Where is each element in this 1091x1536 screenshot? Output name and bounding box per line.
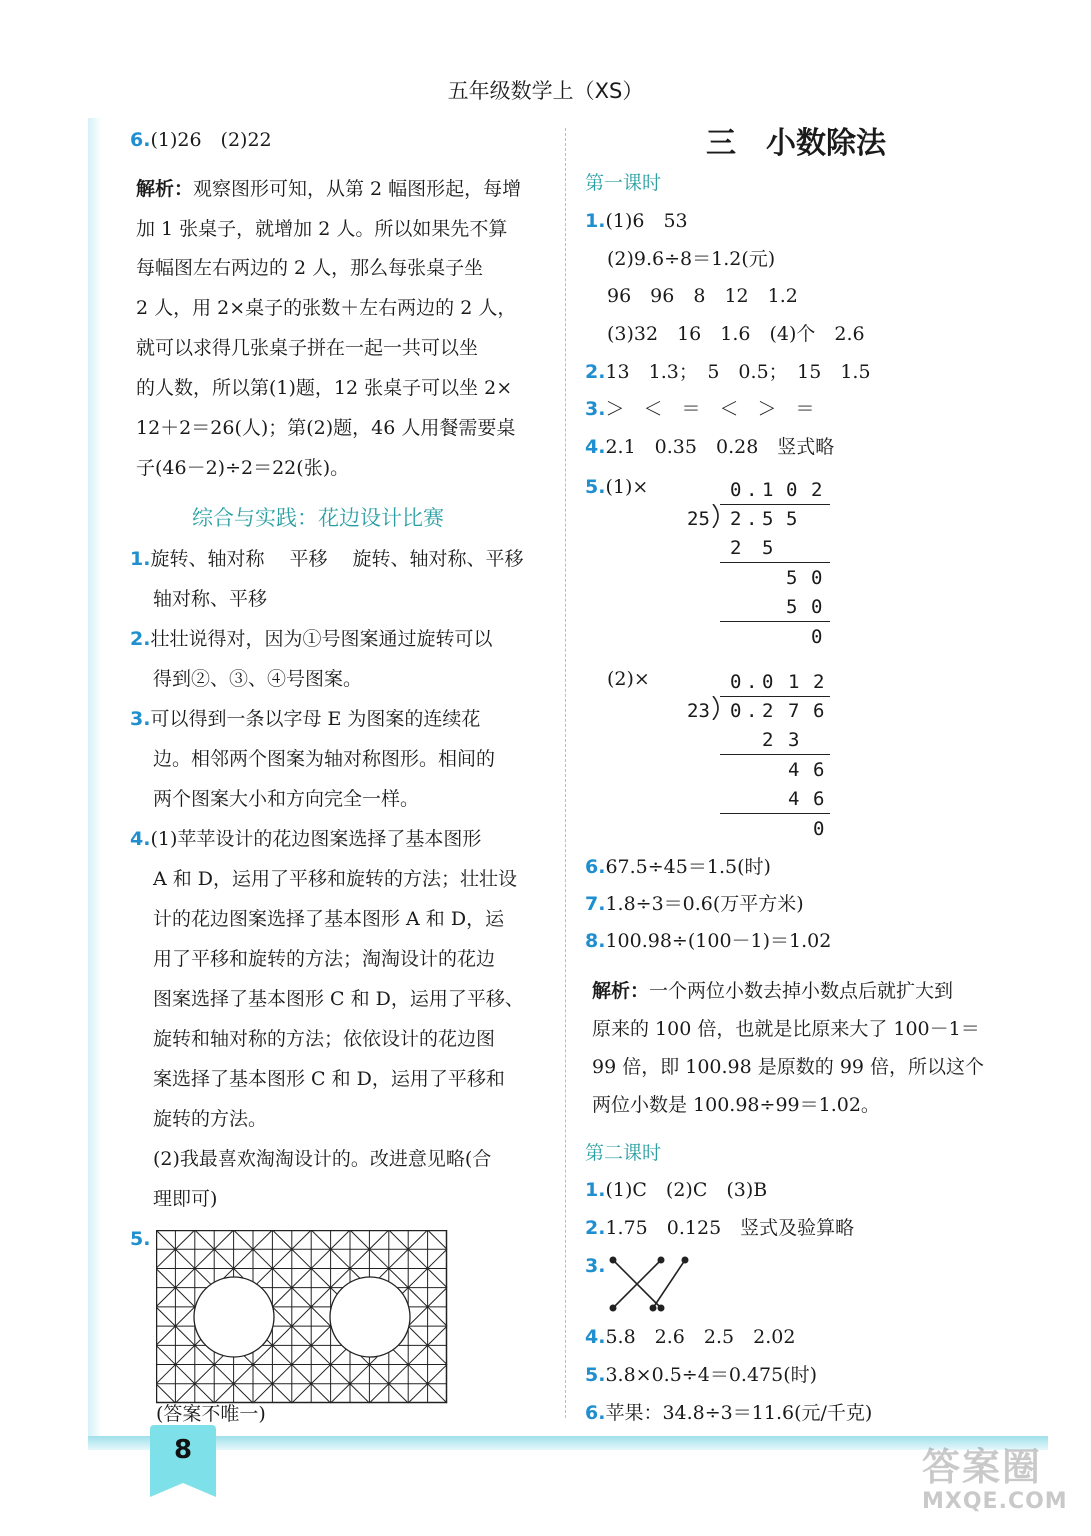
right-circle bbox=[330, 1277, 410, 1357]
item-line: 理即可) bbox=[153, 1188, 218, 1210]
quotient-digit: 0 bbox=[730, 479, 742, 501]
dividend-digit: 2 bbox=[762, 700, 774, 722]
item-number: 2. bbox=[130, 628, 151, 650]
item-number: 4. bbox=[585, 436, 606, 458]
chapter-title: 三 小数除法 bbox=[706, 126, 886, 161]
left-analysis-line: 观察图形可知，从第 2 幅图形起，每增 bbox=[193, 178, 522, 200]
left-analysis-line: 子(46－2)÷2＝22(张)。 bbox=[136, 457, 350, 479]
step-digit: 5 bbox=[762, 537, 774, 559]
item-line: 边。相邻两个图案为轴对称图形。相间的 bbox=[153, 748, 496, 770]
dividend-digit: . bbox=[746, 700, 758, 722]
divisor: 25 bbox=[687, 508, 710, 530]
item-number: 1. bbox=[130, 548, 151, 570]
dividend-digit: . bbox=[746, 508, 758, 530]
left-analysis-line: 加 1 张桌子，就增加 2 人。所以如果先不算 bbox=[136, 218, 508, 240]
item-line: 旋转和轴对称的方法；依依设计的花边图 bbox=[153, 1028, 496, 1050]
item-number: 1. bbox=[585, 1179, 606, 1201]
item-number: 8. bbox=[585, 930, 606, 952]
r3-answer: ＞ ＜ ＝ ＜ ＞ ＝ bbox=[605, 398, 815, 420]
left-q6-number: 6. bbox=[130, 129, 151, 151]
left-q6-answer: (1)26 (2)22 bbox=[150, 129, 272, 151]
dividend-digit: 6 bbox=[813, 700, 825, 722]
divisor: 23 bbox=[687, 700, 710, 722]
item-number: 1. bbox=[585, 210, 606, 232]
watermark-line-2: MXQE.COM bbox=[922, 1489, 1068, 1514]
left-analysis-label: 解析： bbox=[136, 178, 194, 200]
item-line: (1)苹苹设计的花边图案选择了基本图形 bbox=[150, 828, 482, 850]
item-line: 旋转、轴对称 平移 旋转、轴对称、平移 bbox=[150, 548, 524, 570]
s2-answer: 1.75 0.125 竖式及验算略 bbox=[605, 1217, 855, 1239]
lace-pattern-grid bbox=[156, 1230, 448, 1404]
s5-answer: 3.8×0.5÷4＝0.475(时) bbox=[605, 1364, 818, 1386]
item-number: 3. bbox=[130, 708, 151, 730]
dividend-digit: 5 bbox=[762, 508, 774, 530]
step-digit: 2 bbox=[730, 537, 742, 559]
section-title: 综合与实践：花边设计比赛 bbox=[192, 506, 444, 530]
item-line: 两个图案大小和方向完全一样。 bbox=[153, 788, 420, 810]
r1-line: (3)32 16 1.6 (4)个 2.6 bbox=[607, 323, 865, 345]
dividend-digit: 2 bbox=[730, 508, 742, 530]
r7-answer: 1.8÷3＝0.6(万平方米) bbox=[605, 893, 804, 915]
quotient-digit: 1 bbox=[762, 479, 774, 501]
long-division-1 bbox=[680, 475, 840, 655]
step-digit: 4 bbox=[788, 788, 800, 810]
r5b-label: (2)× bbox=[607, 668, 650, 690]
item-number: 4. bbox=[585, 1326, 606, 1348]
left-analysis-line: 每幅图左右两边的 2 人，那么每张桌子坐 bbox=[136, 257, 484, 279]
column-divider bbox=[565, 128, 566, 1418]
left-analysis-line: 的人数，所以第(1)题，12 张桌子可以坐 2× bbox=[136, 377, 513, 399]
watermark-logo bbox=[922, 1445, 1082, 1531]
step-digit: 3 bbox=[788, 729, 800, 751]
quotient-digit: 1 bbox=[788, 671, 800, 693]
matching-lines-figure bbox=[605, 1252, 695, 1316]
dividend-digit: 0 bbox=[730, 700, 742, 722]
dividend-digit: 5 bbox=[786, 508, 798, 530]
left-item-5 bbox=[130, 1230, 150, 1249]
left-analysis-line: 2 人，用 2×桌子的张数＋左右两边的 2 人， bbox=[136, 297, 517, 319]
left-margin-bar bbox=[88, 118, 102, 1438]
left-circle bbox=[194, 1277, 274, 1357]
left-analysis-line: 就可以求得几张桌子拼在一起一共可以坐 bbox=[136, 337, 479, 359]
item-line: 得到②、③、④号图案。 bbox=[153, 668, 363, 690]
item-line: 图案选择了基本图形 C 和 D，运用了平移、 bbox=[153, 988, 524, 1010]
remainder: 0 bbox=[813, 818, 825, 840]
page-header: 五年级数学上（XS） bbox=[447, 79, 644, 103]
item-number: 6. bbox=[585, 1402, 606, 1424]
item-line: 旋转的方法。 bbox=[153, 1108, 268, 1130]
right-analysis-line: 99 倍，即 100.98 是原数的 99 倍，所以这个 bbox=[592, 1056, 985, 1078]
item-number: 7. bbox=[585, 893, 606, 915]
q5-note: (答案不唯一) bbox=[156, 1403, 266, 1425]
s1-answer: (1)C (2)C (3)B bbox=[605, 1179, 768, 1201]
right-analysis-line: 一个两位小数去掉小数点后就扩大到 bbox=[649, 980, 954, 1002]
dividend-digit: 7 bbox=[788, 700, 800, 722]
item-number: 5. bbox=[585, 1364, 606, 1386]
s6-answer: 苹果：34.8÷3＝11.6(元/千克) bbox=[605, 1402, 873, 1424]
r1-line: (2)9.6÷8＝1.2(元) bbox=[607, 248, 776, 270]
remainder: 0 bbox=[811, 626, 823, 648]
item-number: 2. bbox=[585, 361, 606, 383]
lesson-2-heading: 第二课时 bbox=[585, 1142, 662, 1164]
step-digit: 0 bbox=[811, 596, 823, 618]
long-division-2 bbox=[680, 667, 840, 847]
quotient-digit: 2 bbox=[813, 671, 825, 693]
left-analysis-line: 12＋2＝26(人)；第(2)题，46 人用餐需要桌 bbox=[136, 417, 516, 439]
step-digit: 5 bbox=[786, 567, 798, 589]
bottom-band bbox=[88, 1436, 1048, 1450]
r8-answer: 100.98÷(100－1)＝1.02 bbox=[605, 930, 832, 952]
r1-line: 96 96 8 12 1.2 bbox=[607, 285, 798, 307]
quotient-digit: . bbox=[746, 671, 758, 693]
step-digit: 5 bbox=[786, 596, 798, 618]
quotient-digit: 2 bbox=[811, 479, 823, 501]
item-number: 3. bbox=[585, 398, 606, 420]
right-analysis-line: 原来的 100 倍，也就是比原来大了 100－1＝ bbox=[592, 1018, 980, 1040]
quotient-digit: 0 bbox=[730, 671, 742, 693]
item-number: 2. bbox=[585, 1217, 606, 1239]
item-number: 3. bbox=[585, 1255, 606, 1277]
item-number: 5. bbox=[130, 1228, 151, 1250]
quotient-digit: . bbox=[746, 479, 758, 501]
item-number: 4. bbox=[130, 828, 151, 850]
left-q6 bbox=[130, 131, 272, 150]
r2-answer: 13 1.3； 5 0.5； 15 1.5 bbox=[605, 361, 871, 383]
item-line: 用了平移和旋转的方法；淘淘设计的花边 bbox=[153, 948, 496, 970]
step-digit: 6 bbox=[813, 788, 825, 810]
watermark-line-1: 答案圈 bbox=[922, 1445, 1043, 1489]
r4-answer: 2.1 0.35 0.28 竖式略 bbox=[605, 436, 835, 458]
item-number: 6. bbox=[585, 856, 606, 878]
item-line: 壮壮说得对，因为①号图案通过旋转可以 bbox=[150, 628, 493, 650]
item-line: 轴对称、平移 bbox=[153, 588, 268, 610]
s4-answer: 5.8 2.6 2.5 2.02 bbox=[605, 1326, 796, 1348]
right-analysis-line: 两位小数是 100.98÷99＝1.02。 bbox=[592, 1094, 880, 1116]
quotient-digit: 0 bbox=[762, 671, 774, 693]
page-number: 8 bbox=[173, 1435, 193, 1465]
step-digit: 4 bbox=[788, 759, 800, 781]
right-analysis-label: 解析： bbox=[592, 980, 650, 1002]
item-line: A 和 D，运用了平移和旋转的方法；壮壮设 bbox=[153, 868, 518, 890]
step-digit: 0 bbox=[811, 567, 823, 589]
quotient-digit: 0 bbox=[786, 479, 798, 501]
r6-answer: 67.5÷45＝1.5(时) bbox=[605, 856, 771, 878]
r1-line: (1)6 53 bbox=[605, 210, 688, 232]
page-number-badge bbox=[150, 1425, 216, 1483]
step-digit: 2 bbox=[762, 729, 774, 751]
step-digit: 6 bbox=[813, 759, 825, 781]
item-line: 案选择了基本图形 C 和 D，运用了平移和 bbox=[153, 1068, 505, 1090]
item-line: (2)我最喜欢淘淘设计的。改进意见略(合 bbox=[153, 1148, 492, 1170]
lesson-1-heading: 第一课时 bbox=[585, 172, 662, 194]
item-line: 计的花边图案选择了基本图形 A 和 D，运 bbox=[153, 908, 505, 930]
item-number: 5. bbox=[585, 476, 606, 498]
item-line: 可以得到一条以字母 E 为图案的连续花 bbox=[150, 708, 481, 730]
r5a-label: (1)× bbox=[605, 476, 649, 498]
